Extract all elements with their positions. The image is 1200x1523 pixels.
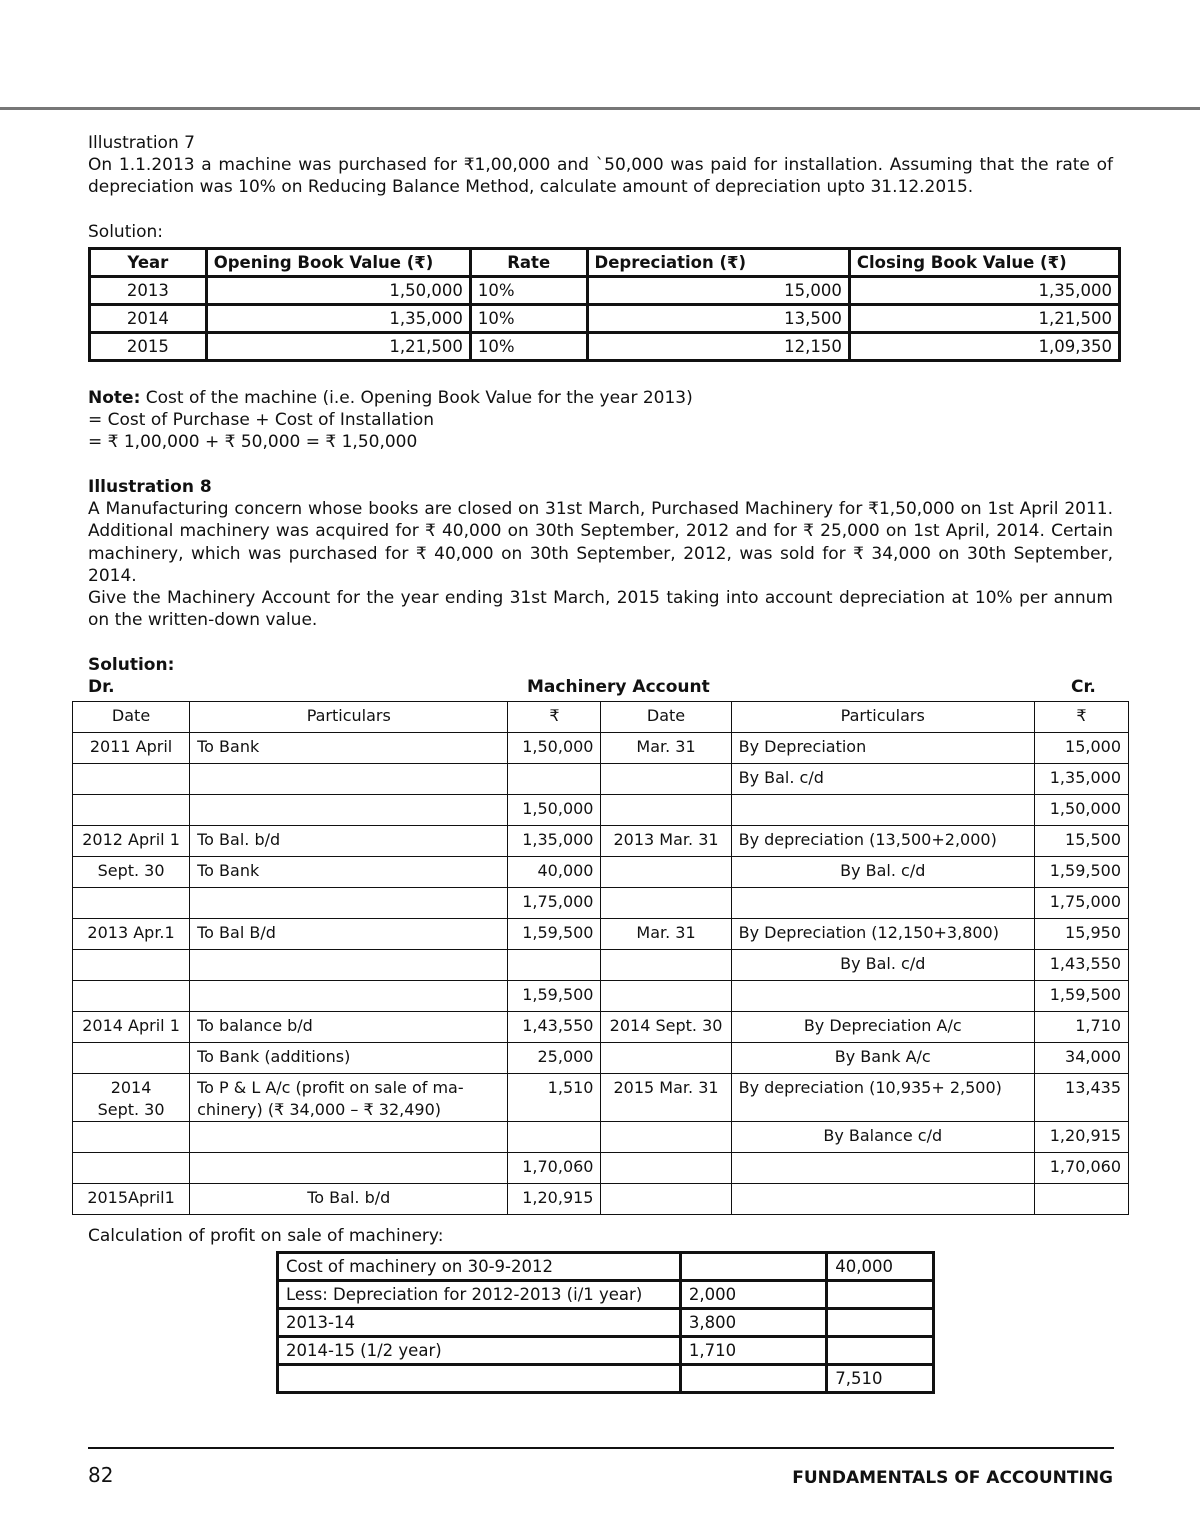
table-row — [278, 1253, 934, 1281]
table-cell: 2011 April — [73, 733, 190, 764]
table-cell — [73, 1043, 190, 1074]
table-cell: To Bal B/d — [190, 919, 508, 950]
table-cell: By Depreciation A/c — [731, 1012, 1034, 1043]
table-cell: 12,150 — [587, 333, 849, 361]
table-cell — [190, 1153, 508, 1184]
table-cell — [601, 950, 731, 981]
note-text: Cost of the machine (i.e. Opening Book Value for the year 2013) — [140, 388, 693, 408]
table-cell: 1,21,500 — [849, 305, 1119, 333]
table-cell: 2014 Sept. 30 — [601, 1012, 731, 1043]
table-cell: By Bank A/c — [731, 1043, 1034, 1074]
table-cell: By depreciation (10,935+ 2,500) — [731, 1074, 1034, 1122]
depreciation-table — [88, 247, 1121, 362]
table-cell: 1,710 — [1034, 1012, 1128, 1043]
table-cell: To Bal. b/d — [190, 826, 508, 857]
table-cell: To Bank (additions) — [190, 1043, 508, 1074]
table-cell: Less: Depreciation for 2012-2013 (i/1 year) — [278, 1281, 681, 1309]
table-cell: By depreciation (13,500+2,000) — [731, 826, 1034, 857]
table-cell: 1,510 — [508, 1074, 601, 1122]
table-cell: Cost of machinery on 30-9-2012 — [278, 1253, 681, 1281]
table-cell: 1,50,000 — [1034, 795, 1128, 826]
table-cell: 1,50,000 — [508, 733, 601, 764]
footer-rule — [88, 1447, 1114, 1449]
solution-label-7: Solution: — [88, 222, 163, 242]
table-cell — [731, 1153, 1034, 1184]
table-cell — [731, 795, 1034, 826]
table-cell: 1,59,500 — [508, 981, 601, 1012]
table-cell — [73, 795, 190, 826]
table-cell — [190, 1122, 508, 1153]
table-row — [73, 795, 1129, 826]
header-opening-book-value: Opening Book Value (₹) — [206, 249, 470, 277]
table-cell — [680, 1365, 826, 1393]
table-cell: 40,000 — [827, 1253, 934, 1281]
table-cell: 2014 April 1 — [73, 1012, 190, 1043]
table-cell: 34,000 — [1034, 1043, 1128, 1074]
table-cell: By Depreciation (12,150+3,800) — [731, 919, 1034, 950]
table-cell: 1,35,000 — [206, 305, 470, 333]
illustration-8-para-1: A Manufacturing concern whose books are closed on 31st March, Purchased Machinery for ₹1,50,000 on 1st April 2011. Additional machinery was acquired for ₹ 40,000 on 30th September, 2012 and for ₹ 25,000 on 1st April, 2014. Certain machinery, which was purchased for ₹ 40,000 on 30th September, 2012, was sold for ₹ 34,000 on 30th September, 2014. — [88, 499, 1113, 586]
table-cell: 10% — [470, 333, 587, 361]
table-row — [73, 764, 1129, 795]
table-cell: 1,35,000 — [1034, 764, 1128, 795]
table-cell: 13,500 — [587, 305, 849, 333]
table-row — [278, 1309, 934, 1337]
table-cell — [278, 1365, 681, 1393]
table-cell: By Bal. c/d — [731, 950, 1034, 981]
table-cell: 1,50,000 — [508, 795, 601, 826]
table-cell — [73, 764, 190, 795]
table-row — [73, 826, 1129, 857]
ledger-header-amount-dr: ₹ — [508, 702, 601, 733]
table-cell: 2015 Mar. 31 — [601, 1074, 731, 1122]
note-line-3: = ₹ 1,00,000 + ₹ 50,000 = ₹ 1,50,000 — [88, 432, 418, 452]
table-row — [73, 981, 1129, 1012]
top-rule — [0, 107, 1200, 110]
table-cell — [601, 981, 731, 1012]
table-cell — [601, 795, 731, 826]
table-cell: 1,70,060 — [508, 1153, 601, 1184]
table-cell: To Bank — [190, 857, 508, 888]
table-cell: 1,43,550 — [1034, 950, 1128, 981]
illustration-7-text: On 1.1.2013 a machine was purchased for ₹1,00,000 and `50,000 was paid for installation. Assuming that the rate of depreciation was 10% on Reducing Balance Method, calculate amount of depreciation upto 31.12.2015. — [88, 155, 1113, 198]
table-cell: 2014 Sept. 30 — [73, 1074, 190, 1122]
table-cell: 1,20,915 — [1034, 1122, 1128, 1153]
table-cell: By Bal. c/d — [731, 764, 1034, 795]
account-title: Machinery Account — [527, 677, 710, 697]
table-cell: 2012 April 1 — [73, 826, 190, 857]
table-cell — [73, 1122, 190, 1153]
table-cell: 7,510 — [827, 1365, 934, 1393]
table-cell: 25,000 — [508, 1043, 601, 1074]
table-cell: 3,800 — [680, 1309, 826, 1337]
table-cell: 1,21,500 — [206, 333, 470, 361]
table-cell: 1,20,915 — [508, 1184, 601, 1215]
header-rate: Rate — [470, 249, 587, 277]
table-cell: 15,000 — [587, 277, 849, 305]
table-cell: 13,435 — [1034, 1074, 1128, 1122]
table-row — [73, 1012, 1129, 1043]
table-cell: 2014 — [90, 305, 207, 333]
table-cell: 1,50,000 — [206, 277, 470, 305]
table-cell — [827, 1281, 934, 1309]
table-cell — [1034, 1184, 1128, 1215]
table-cell: 1,710 — [680, 1337, 826, 1365]
table-cell: 1,59,500 — [508, 919, 601, 950]
table-cell: To balance b/d — [190, 1012, 508, 1043]
table-cell — [601, 857, 731, 888]
table-row — [278, 1337, 934, 1365]
header-year: Year — [90, 249, 207, 277]
table-cell — [731, 888, 1034, 919]
table-cell — [601, 1184, 731, 1215]
table-row — [73, 857, 1129, 888]
table-cell: To P & L A/c (profit on sale of ma- chinery) (₹ 34,000 – ₹ 32,490) — [190, 1074, 508, 1122]
table-row — [73, 733, 1129, 764]
table-cell: 10% — [470, 305, 587, 333]
table-cell: 2013-14 — [278, 1309, 681, 1337]
debit-label: Dr. — [88, 677, 115, 697]
table-row — [73, 1184, 1129, 1215]
table-cell: 15,000 — [1034, 733, 1128, 764]
table-cell — [731, 1184, 1034, 1215]
table-cell: To Bank — [190, 733, 508, 764]
table-row — [278, 1365, 934, 1393]
note-label: Note: — [88, 388, 141, 408]
table-cell — [601, 888, 731, 919]
table-cell — [73, 888, 190, 919]
table-cell: 2013 Mar. 31 — [601, 826, 731, 857]
ledger-header-particulars-dr: Particulars — [190, 702, 508, 733]
table-cell: Sept. 30 — [73, 857, 190, 888]
credit-label: Cr. — [1071, 677, 1096, 697]
illustration-7-title: Illustration 7 — [88, 133, 195, 153]
solution-label-8: Solution: — [88, 655, 175, 675]
ledger-header-amount-cr: ₹ — [1034, 702, 1128, 733]
table-cell — [190, 764, 508, 795]
page-number: 82 — [88, 1463, 114, 1487]
ledger-header-date-cr: Date — [601, 702, 731, 733]
table-row — [73, 1074, 1129, 1122]
table-cell — [601, 1153, 731, 1184]
table-cell: 1,09,350 — [849, 333, 1119, 361]
table-cell: 1,75,000 — [1034, 888, 1128, 919]
table-cell: 1,43,550 — [508, 1012, 601, 1043]
table-cell — [190, 981, 508, 1012]
calculation-title: Calculation of profit on sale of machinery: — [88, 1226, 444, 1246]
table-cell — [73, 1153, 190, 1184]
table-cell: 1,59,500 — [1034, 857, 1128, 888]
table-row — [73, 1043, 1129, 1074]
table-row — [73, 950, 1129, 981]
table-cell — [508, 950, 601, 981]
table-cell: By Depreciation — [731, 733, 1034, 764]
table-cell: 1,35,000 — [849, 277, 1119, 305]
machinery-account-ledger — [72, 701, 1129, 1215]
ledger-header-date-dr: Date — [73, 702, 190, 733]
table-cell — [190, 888, 508, 919]
table-cell — [73, 950, 190, 981]
table-cell: 2013 — [90, 277, 207, 305]
table-cell — [508, 764, 601, 795]
table-cell: 2015 — [90, 333, 207, 361]
table-row — [90, 305, 1120, 333]
header-depreciation: Depreciation (₹) — [587, 249, 849, 277]
table-cell: 1,59,500 — [1034, 981, 1128, 1012]
table-cell — [680, 1253, 826, 1281]
table-cell — [508, 1122, 601, 1153]
table-cell: 15,950 — [1034, 919, 1128, 950]
table-row — [278, 1281, 934, 1309]
table-cell: 2013 Apr.1 — [73, 919, 190, 950]
table-cell: By Bal. c/d — [731, 857, 1034, 888]
table-cell: 15,500 — [1034, 826, 1128, 857]
ledger-header-particulars-cr: Particulars — [731, 702, 1034, 733]
table-cell — [190, 795, 508, 826]
table-cell: To Bal. b/d — [190, 1184, 508, 1215]
note-line-1 — [88, 387, 693, 409]
table-row — [73, 888, 1129, 919]
table-row — [90, 333, 1120, 361]
table-cell — [73, 981, 190, 1012]
table-cell — [827, 1337, 934, 1365]
header-closing-book-value: Closing Book Value (₹) — [849, 249, 1119, 277]
table-cell: 1,70,060 — [1034, 1153, 1128, 1184]
table-row — [73, 1153, 1129, 1184]
table-cell: By Balance c/d — [731, 1122, 1034, 1153]
table-cell: 2015April1 — [73, 1184, 190, 1215]
table-cell — [827, 1309, 934, 1337]
note-line-2: = Cost of Purchase + Cost of Installation — [88, 410, 435, 430]
table-cell: Mar. 31 — [601, 733, 731, 764]
table-row — [73, 1122, 1129, 1153]
table-cell: 40,000 — [508, 857, 601, 888]
table-cell — [601, 1043, 731, 1074]
table-cell: 10% — [470, 277, 587, 305]
illustration-8-para-2: Give the Machinery Account for the year ending 31st March, 2015 taking into account depreciation at 10% per annum on the written-down value. — [88, 588, 1113, 631]
table-cell — [601, 764, 731, 795]
profit-calculation-table — [276, 1251, 935, 1394]
table-cell — [731, 981, 1034, 1012]
table-cell: 2,000 — [680, 1281, 826, 1309]
table-cell: 2014-15 (1/2 year) — [278, 1337, 681, 1365]
illustration-8-title: Illustration 8 — [88, 477, 212, 497]
table-row — [90, 277, 1120, 305]
book-title: FUNDAMENTALS OF ACCOUNTING — [792, 1468, 1113, 1488]
table-row — [73, 919, 1129, 950]
table-cell — [601, 1122, 731, 1153]
table-cell — [190, 950, 508, 981]
table-cell: 1,35,000 — [508, 826, 601, 857]
table-cell: 1,75,000 — [508, 888, 601, 919]
table-cell: Mar. 31 — [601, 919, 731, 950]
